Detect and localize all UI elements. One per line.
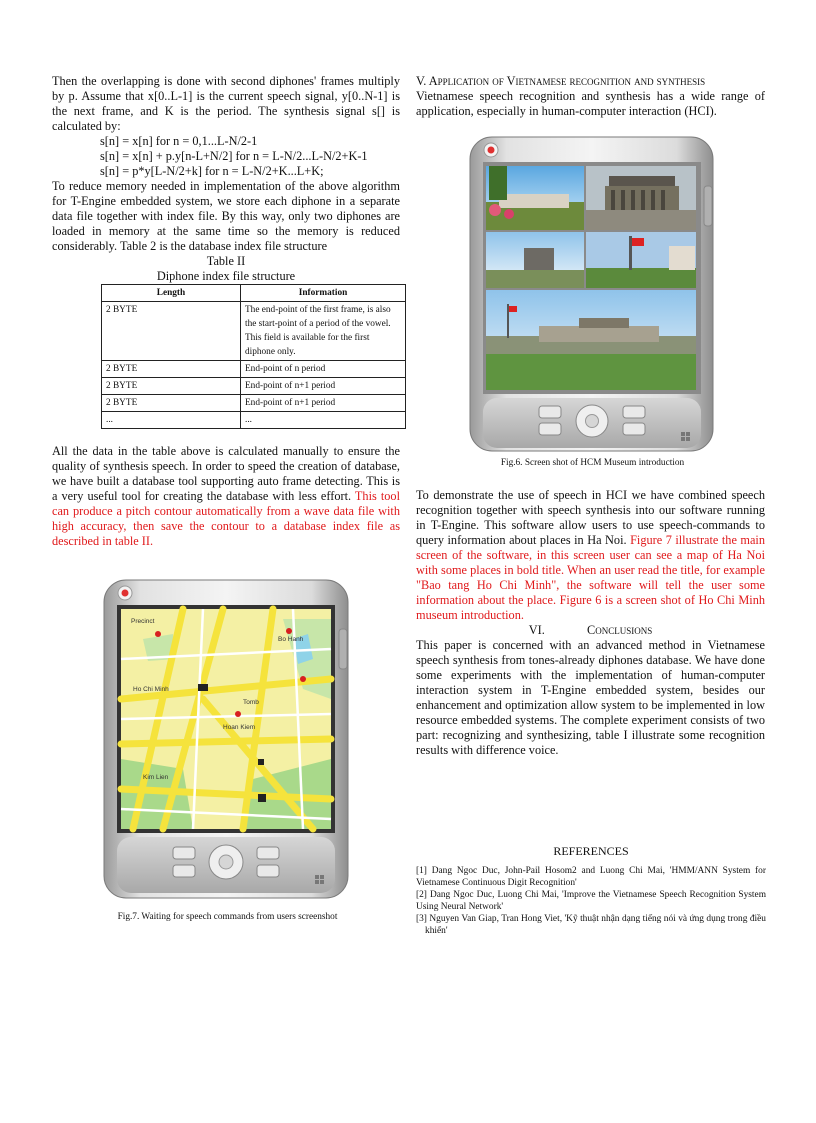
table-cell: 2 BYTE <box>102 361 241 378</box>
map-label: Kim Lien <box>143 774 169 781</box>
map-label: Precinct <box>131 618 155 625</box>
table-row <box>102 378 406 395</box>
museum-photo-collage <box>486 166 696 390</box>
map-label: Ho Chi Minh <box>133 686 169 693</box>
references-section <box>416 844 766 937</box>
table-cell: 2 BYTE <box>102 302 241 361</box>
database-tool-text: All the data in the table above is calculated manually to ensure the quality of synthesis speech. In order to speed the creation of database, we have built a database tool supporting auto frame detecting. This is a very useful tool for creating the database with less effort. <box>52 444 400 503</box>
section-5-heading: V. Application of Vietnamese recognition and synthesis <box>416 74 706 88</box>
hanoi-map <box>121 609 331 829</box>
map-label: Tomb <box>243 699 259 706</box>
database-tool-paragraph <box>52 444 400 549</box>
hci-demo-paragraph <box>416 488 765 623</box>
application-paragraph: Vietnamese speech recognition and synthesis has a wide range of application, especially in human-computer interaction (HCI). <box>416 89 765 118</box>
table-cell: The end-point of the first frame, is also the start-point of a period of the vowel. This field is available for the first diphone only. <box>241 302 406 361</box>
reference-item: [1] Dang Ngoc Duc, John-Pail Hosom2 and Luong Chi Mai, 'HMM/ANN System for Vietnamese Continuous Digit Recognition' <box>416 866 766 888</box>
table-row <box>102 361 406 378</box>
table-subtitle: Diphone index file structure <box>156 269 296 283</box>
equation-1: s[n] = x[n] for n = 0,1...L-N/2-1 <box>100 134 258 148</box>
map-label: Hoan Kiem <box>223 724 256 731</box>
table-title: Table II <box>206 254 246 268</box>
figure-6-caption: Fig.6. Screen shot of HCM Museum introduction <box>500 458 685 468</box>
diphone-index-table <box>101 284 406 429</box>
table-header-information: Information <box>241 285 406 302</box>
left-column <box>52 74 400 549</box>
conclusions-paragraph: This paper is concerned with an advanced method in Vietnamese speech synthesis from tones-already diphones database. We have done some experiments with the implementation of human-computer interaction system in T-Engine embedded system, besides our enhancement and optimization allow system to be implemented in low resource embedded systems. The complete experiment consists of two part: recognizing and synthesizing, table I illustrate some recognition results with difference voice. <box>416 638 765 757</box>
section-6-number: VI. <box>528 623 545 637</box>
table-row <box>102 302 406 361</box>
right-column <box>416 74 765 119</box>
pda-device-illustration <box>103 579 349 899</box>
figure-7-caption: Fig.7. Waiting for speech commands from users screenshot <box>117 912 338 922</box>
figure-7-pda-map <box>103 579 349 899</box>
table-cell: End-point of n+1 period <box>241 395 406 412</box>
table-cell: ... <box>241 412 406 429</box>
section-6-heading <box>416 623 765 638</box>
pda-device-illustration <box>469 136 714 452</box>
right-column-lower <box>416 488 765 758</box>
table-row <box>102 412 406 429</box>
reference-item: [2] Dang Ngoc Duc, Luong Chi Mai, 'Improve the Vietnamese Speech Recognition System Using Neural Network' <box>416 890 766 912</box>
table-header-length: Length <box>102 285 241 302</box>
memory-paragraph: To reduce memory needed in implementation of the above algorithm for T-Engine embedded system, we store each diphone in a separate data file together with index file. By this way, only two diphones are loaded in memory at the same time so the memory is reduced considerably. Table 2 is the database index file structure <box>52 179 400 253</box>
table-row <box>102 395 406 412</box>
reference-item: [3] Nguyen Van Giap, Tran Hong Viet, 'Kỹ thuật nhận dạng tiếng nói và ứng dụng trong điều khiển' <box>416 914 766 936</box>
hci-demo-text: To demonstrate the use of speech in HCI we have combined speech recognition together with speech synthesis into our software running in T-Engine. This software allow users to use speech-commands to query information about places in Ha Noi. <box>416 488 765 547</box>
equation-2: s[n] = x[n] + p.y[n-L+N/2] for n = L-N/2...L-N/2+K-1 <box>100 149 368 163</box>
overlap-paragraph: Then the overlapping is done with second diphones' frames multiply by p. Assume that x[0..L-1] is the current speech signal, y[0..N-1] is the next frame, and K is the period. The synthesis signal s[] is calculated by: <box>52 74 400 133</box>
table-cell: 2 BYTE <box>102 378 241 395</box>
table-header-row <box>102 285 406 302</box>
table-cell: 2 BYTE <box>102 395 241 412</box>
references-title: REFERENCES <box>553 844 629 858</box>
section-6-title: Conclusions <box>587 623 653 637</box>
hci-demo-highlight: Figure 7 illustrate the main screen of the software, in this screen user can see a map of Ha Noi with some places in bold title. When an user read the title, for example "Bao tang Ho Chi Minh", the software will tell the user some information about the place. Figure 6 is a screen shot of Ho Chi Minh museum introduction. <box>416 533 765 622</box>
table-cell: ... <box>102 412 241 429</box>
figure-6-pda-museum <box>469 136 714 452</box>
database-tool-highlight: This tool can produce a pitch contour automatically from a wave data file with high accuracy, then save the contour to a database index file as described in table II. <box>52 489 400 548</box>
map-label: Bo Hanh <box>278 636 304 643</box>
table-cell: End-point of n+1 period <box>241 378 406 395</box>
table-cell: End-point of n period <box>241 361 406 378</box>
equation-3: s[n] = p*y[L-N/2+k] for n = L-N/2+K...L+K; <box>100 164 324 178</box>
